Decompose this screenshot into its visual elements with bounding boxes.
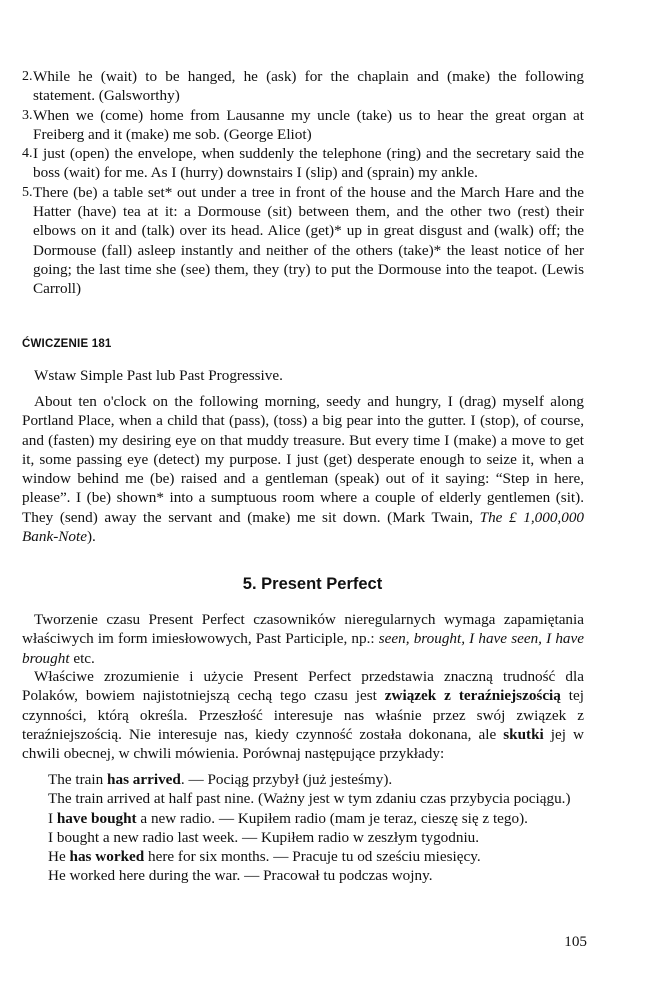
bold-term: skutki xyxy=(503,725,544,743)
exercise-heading: ĆWICZENIE 181 xyxy=(22,338,112,350)
item-number: 3. xyxy=(22,107,33,123)
example-text: I xyxy=(48,809,57,827)
example-line xyxy=(48,809,586,828)
bold-term: związek z teraźniejszością xyxy=(384,687,561,705)
example-text: The train arrived at half past nine. (Ważny jest w tym zdaniu czas przybycia pociągu.) xyxy=(48,790,571,808)
item-number: 5. xyxy=(22,184,33,200)
example-text: a new radio. — Kupiłem radio (mam je teraz, cieszę się z tego). xyxy=(136,809,528,827)
example-text: He worked here during the war. — Pracował tu podczas wojny. xyxy=(48,867,433,885)
example-bold: has arrived xyxy=(107,771,181,788)
page-number: 105 xyxy=(564,933,587,950)
book-title-italic: The £ 1,000,000 Bank-Note xyxy=(22,508,585,546)
example-line xyxy=(48,866,586,885)
item-text: There (be) a table set* out under a tree in front of the house and the March Hare and the Hatter (have) tea at it: a Dormouse (sit) between them, and the other two (rest) their elbows on it and (talk) over its head. Alice (get)* up in great disgust and (walk) off; the Dormouse (fall) asleep instantly and neither of the others (take)* the least notice of her going; the last time she (see) them, they (try) to put the Dormouse into the teapot. (Lewis Carroll) xyxy=(33,183,584,298)
example-text: here for six months. — Pracuje tu od sześciu miesięcy. xyxy=(144,848,481,866)
exercise-item xyxy=(22,106,584,145)
example-text: The train xyxy=(48,771,108,788)
exercise-paragraph xyxy=(22,392,584,546)
example-text: He xyxy=(48,848,70,866)
exercise-item xyxy=(22,67,584,106)
example-bold: have bought xyxy=(56,809,137,827)
paragraph-text: etc. xyxy=(69,649,95,667)
exercise-instruction: Wstaw Simple Past lub Past Progressive. xyxy=(34,367,283,384)
exercise-item xyxy=(22,144,584,183)
paragraph-text: jej w chwili obecnej, w chwili mówienia. Porównaj następujące przykłady: xyxy=(22,725,584,763)
item-text: While he (wait) to be hanged, he (ask) for the chaplain and (make) the following statement. (Galsworthy) xyxy=(33,68,584,105)
item-number: 4. xyxy=(22,146,33,162)
example-bold: has worked xyxy=(69,848,145,866)
section-paragraph-1 xyxy=(22,610,584,668)
example-text: . — Pociąg przybył (już jesteśmy). xyxy=(180,771,393,788)
paragraph-text: Tworzenie czasu Present Perfect czasowników nieregularnych wymaga zapamiętania właściwych im form imiesłowowych, Past Participle, np.: xyxy=(22,611,584,648)
example-line xyxy=(48,789,586,808)
section-title: 5. Present Perfect xyxy=(242,575,383,593)
item-text: I just (open) the envelope, when suddenly the telephone (ring) and the secretary said the boss (wait) for me. As I (hurry) downstairs I (slip) and (sprain) my ankle. xyxy=(33,145,584,182)
example-text: I bought a new radio last week. — Kupiłem radio w zeszłym tygodniu. xyxy=(48,828,480,846)
example-line xyxy=(48,847,586,866)
paragraph-end: ). xyxy=(86,528,96,546)
item-text: When we (come) home from Lausanne my uncle (take) us to hear the great organ at Freiberg and it (make) me sob. (George Eliot) xyxy=(33,106,584,143)
section-paragraph-2 xyxy=(22,667,584,763)
paragraph-text: tej czynności, którą określa. Przeszłość interesuje nas właśnie przez swój związek z teraźniejszością. Nie interesuje nas, kiedy czynność została dokonana, ale xyxy=(22,687,584,743)
example-line xyxy=(48,770,586,789)
exercise-list xyxy=(22,67,584,299)
paragraph-text: About ten o'clock on the following morning, seedy and hungry, I (drag) myself along Portland Place, when a child that (pass), (toss) a big pear into the gutter. I (stop), of course, and (fasten) my desiring eye on that muddy treasure. But every time I (make) a move to get it, some passing eye (detect) my purpose. I just (get) desperate enough to seize it, when a window behind me (be) raised and a gentleman (speak) out of it saying: “Step in here, please”. I (be) shown* into a sumptuous room where a couple of elderly gentlemen (sit). They (send) away the servant and (make) me sit down. (Mark Twain, xyxy=(22,393,584,526)
example-line xyxy=(48,828,586,847)
exercise-item xyxy=(22,183,584,299)
example-list xyxy=(48,770,586,886)
paragraph-text: Właściwe zrozumienie i użycie Present Perfect przedstawia znaczną trudność dla Polaków, bowiem najistotniejszą cechą tego czasu jest xyxy=(22,668,584,705)
item-number: 2. xyxy=(22,69,33,84)
italic-examples: seen, brought, I have seen, I have brought xyxy=(22,630,584,667)
